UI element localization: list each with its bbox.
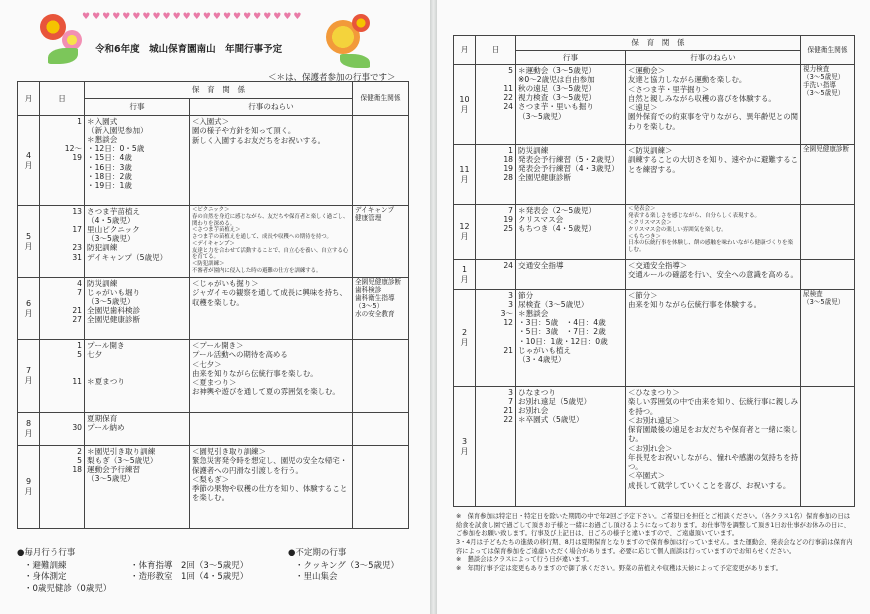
health-header: 保健衛生関係	[801, 36, 855, 65]
events-cell: ＊園児引き取り訓練 梨もぎ（3～5歳児） 運動会予行練習 （3～5歳児）	[85, 446, 190, 529]
month-cell: 2 月	[454, 290, 476, 387]
aims-cell: ＜園児引き取り訓練＞ 緊急災害発令時を想定し、園児の安全な帰宅・保護者への円滑な引渡しを行う。 ＜梨もぎ＞ 季節の果物や収穫の仕方を知り、体験することを楽しむ。	[190, 446, 353, 529]
health-cell	[353, 340, 409, 413]
childcare-header: 保 育 関 係	[516, 36, 801, 51]
month-row-january	[454, 260, 855, 290]
aims-cell: ＜発表会＞ 発表する楽しさを感じながら、自分らしく表現する。 ＜クリスマス会＞ クリスマス会の楽しい雰囲気を楽しむ。 ＜もちつき＞ 日本の伝統行事を体験し、餅の感触を味わいながら健康づくりを楽しむ。	[626, 205, 801, 260]
month-row-october	[454, 65, 855, 145]
month-header: 月	[454, 36, 476, 65]
health-cell	[801, 387, 855, 507]
events-cell: ひなまつり お別れ遠足（5歳児） お別れ会 ＊卒園式（5歳児）	[516, 387, 626, 507]
events-cell: プール開き 七夕 ＊夏まつり	[85, 340, 190, 413]
page-gutter	[430, 0, 437, 614]
health-cell: 全園児健康診断	[801, 145, 855, 205]
irregular-events-title: ●不定期の行事	[288, 548, 347, 558]
events-cell: 節分 尿検査（3～5歳児） ＊懇談会 ・3日：5歳 ・4日：4歳 ・5日：3歳 ・7日：2歳 ・10日：1歳・12日：0歳 じゃがいも植え （3・4歳児）	[516, 290, 626, 387]
month-row-august	[18, 413, 409, 446]
health-cell	[353, 446, 409, 529]
month-row-may	[18, 206, 409, 278]
day-cell: 3 7 21 22	[476, 387, 516, 507]
aims-cell: ＜防災訓練＞ 訓練することの大切さを知り、速やかに避難することを練習する。	[626, 145, 801, 205]
aims-cell: ＜節分＞ 由来を知りながら伝統行事を体験する。	[626, 290, 801, 387]
schedule-table-right	[453, 35, 855, 507]
month-cell: 12 月	[454, 205, 476, 260]
month-row-february	[454, 290, 855, 387]
aims-header: 行事のねらい	[626, 51, 801, 65]
aims-cell: ＜ピクニック＞ 春の自然を身近に感じながら、友だちや保育者と楽しく過ごし、関わりを深める。 ＜さつま芋苗植え＞ さつま芋の苗植えを通して、成長や収穫への期待を持つ。 ＜デイキャンプ＞ 友達と力を合わせて活動することで、自立心を養い、自立する心を育てる。 ＜防犯訓練＞ 不審者が園内に侵入した時の避難の仕方を訓練する。	[190, 206, 353, 278]
leaf-icon	[340, 54, 370, 68]
health-cell: 視力検査 （3～5歳児） 手洗い指導 （3～5歳児）	[801, 65, 855, 145]
month-cell: 10 月	[454, 65, 476, 145]
day-cell: 3 3 3～ 12 21	[476, 290, 516, 387]
monthly-events-list-2: ・体育指導 2回（3～5歳児） ・造形教室 1回（4・5歳児）	[130, 561, 249, 583]
month-cell: 4 月	[18, 116, 40, 206]
left-page	[0, 0, 430, 614]
month-cell: 6 月	[18, 278, 40, 340]
flower-icon	[62, 30, 82, 50]
month-cell: 3 月	[454, 387, 476, 507]
day-cell: 13 17 23 31	[40, 206, 85, 278]
day-header: 日	[476, 36, 516, 65]
events-header: 行事	[85, 99, 190, 116]
month-header: 月	[18, 82, 40, 116]
month-cell: 5 月	[18, 206, 40, 278]
health-cell	[801, 205, 855, 260]
month-row-july	[18, 340, 409, 413]
schedule-table-left	[17, 81, 409, 529]
day-cell: 30	[40, 413, 85, 446]
day-cell: 7 19 25	[476, 205, 516, 260]
month-row-june	[18, 278, 409, 340]
month-cell: 11 月	[454, 145, 476, 205]
health-cell	[801, 260, 855, 290]
aims-cell: ＜プール開き＞ プール活動への期待を高める ＜七夕＞ 由来を知りながら伝統行事を楽しむ。 ＜夏まつり＞ お神輿や遊びを通して夏の雰囲気を楽しむ。	[190, 340, 353, 413]
day-cell: 1 18 19 28	[476, 145, 516, 205]
aims-cell: ＜運動会＞ 友達と協力しながら運動を楽しむ。 ＜さつま芋・里芋掘り＞ 自然と親しみながら収穫の喜びを体験する。 ＜遠足＞ 園外保育での約束事を守りながら、異年齢児との関わりを楽しむ。	[626, 65, 801, 145]
heart-garland: ♥♥♥♥♥♥♥♥♥♥♥♥♥♥♥♥♥♥♥♥♥♥	[82, 12, 304, 22]
health-cell: 尿検査 （3～5歳児）	[801, 290, 855, 387]
month-cell: 1 月	[454, 260, 476, 290]
day-cell: 1 12～ 19	[40, 116, 85, 206]
day-cell: 4 7 21 27	[40, 278, 85, 340]
aims-header: 行事のねらい	[190, 99, 353, 116]
events-cell: 交通安全指導	[516, 260, 626, 290]
flower-icon	[352, 14, 370, 32]
events-header: 行事	[516, 51, 626, 65]
month-cell: 7 月	[18, 340, 40, 413]
health-cell: デイキャンプ 健康管理	[353, 206, 409, 278]
leaf-icon	[48, 48, 78, 64]
month-cell: 9 月	[18, 446, 40, 529]
events-cell: 防災訓練 じゃがいも堀り （3～5歳児） 全園児歯科検診 全園児健康診断	[85, 278, 190, 340]
events-cell: さつま芋苗植え （4・5歳児） 里山ピクニック （3～5歳児） 防犯訓練 デイキャンプ（5歳児）	[85, 206, 190, 278]
day-cell: 1 5 11	[40, 340, 85, 413]
month-row-november	[454, 145, 855, 205]
month-row-september	[18, 446, 409, 529]
notes-block: ※ 保育参加は特定日・特定日を除いた期間の中で年2回ご予定下さい。ご希望日を担任とご相談ください。（各クラス1名）保育参加の日は給食を試食し園で過ごして頂きお子様と一緒にお過ごし頂けるようになっております。お仕事等を調整して頂き1日お仕事がお休みの日に、ご参加をお願い致します。行事及び上記日は、日ごろの様子と違いますので、ご遠慮頂いています。 3・4月は子どもたちの進級の移行期、8月は夏期保育となりますので保育参加は行っていません。また運動会、発表会などの行事前は保育内容によっては保育参加をご遠慮いただく場合があります。必要に応じて個人面談は行っていますのでお知らせください。 ※ 懇談会はクラスによって行う日が違います。 ※ 年間行事予定は変更もありますので御了承ください。野菜の苗植えや収穫は天候によって予定変更があります。	[456, 513, 853, 573]
page-title: 令和6年度 城山保育園南山 年間行事予定	[95, 44, 283, 55]
monthly-events-list: ・避難訓練 ・身体測定 ・0歳児健診（0歳児）	[24, 561, 112, 594]
events-cell: ＊運動会（3～5歳児） ※0～2歳児は自由参加 秋の遠足（3～5歳児） 視力検査（3～5歳児） さつま芋・里いも掘り （3～5歳児）	[516, 65, 626, 145]
health-cell	[353, 116, 409, 206]
aims-cell: ＜ひなまつり＞ 楽しい雰囲気の中で由来を知り、伝統行事に親しみを持つ。 ＜お別れ遠足＞ 保育園最後の遠足をお友だちや保育者と一緒に楽しむ。 ＜お別れ会＞ 年長児をお祝いしながら、憧れや感謝の気持ちを持つ。 ＜卒園式＞ 成長して就学していくことを喜び、お祝いする。	[626, 387, 801, 507]
events-cell: ＊入園式 （新入園児参加） ＊懇談会 ・12日：0・5歳 ・15日：4歳 ・16日：3歳 ・18日：2歳 ・19日：1歳	[85, 116, 190, 206]
health-header: 保健衛生関係	[353, 82, 409, 116]
health-cell	[353, 413, 409, 446]
irregular-events-list: ・クッキング（3～5歳児） ・里山集会	[295, 561, 400, 583]
day-cell: 5 11 22 24	[476, 65, 516, 145]
month-row-march	[454, 387, 855, 507]
day-header: 日	[40, 82, 85, 116]
events-cell: 夏期保育 プール納め	[85, 413, 190, 446]
day-cell: 2 5 18	[40, 446, 85, 529]
events-cell: 防災訓練 発表会予行練習（5・2歳児） 発表会予行練習（4・3歳児） 全園児健康診断	[516, 145, 626, 205]
health-cell: 全園児健康診断 歯科検診 歯科衛生指導 （3～5） 水の安全教育	[353, 278, 409, 340]
month-cell: 8 月	[18, 413, 40, 446]
aims-cell	[190, 413, 353, 446]
month-row-april	[18, 116, 409, 206]
aims-cell: ＜入園式＞ 園の様子や方針を知って頂く。 新しく入園するお友だちをお祝いする。	[190, 116, 353, 206]
day-cell: 24	[476, 260, 516, 290]
events-cell: ＊発表会（2～5歳児） クリスマス会 もちつき（4・5歳児）	[516, 205, 626, 260]
childcare-header: 保 育 関 係	[85, 82, 353, 99]
monthly-events-title: ●毎月行う行事	[17, 548, 76, 558]
aims-cell: ＜交通安全指導＞ 交通ルールの確認を行い、安全への意識を高める。	[626, 260, 801, 290]
parent-participation-legend: ＜＊は、保護者参加の行事です＞	[268, 73, 396, 83]
aims-cell: ＜じゃがいも掘り＞ ジャガイモの観察を通して成長に興味を持ち、収穫を楽しむ。	[190, 278, 353, 340]
month-row-december	[454, 205, 855, 260]
